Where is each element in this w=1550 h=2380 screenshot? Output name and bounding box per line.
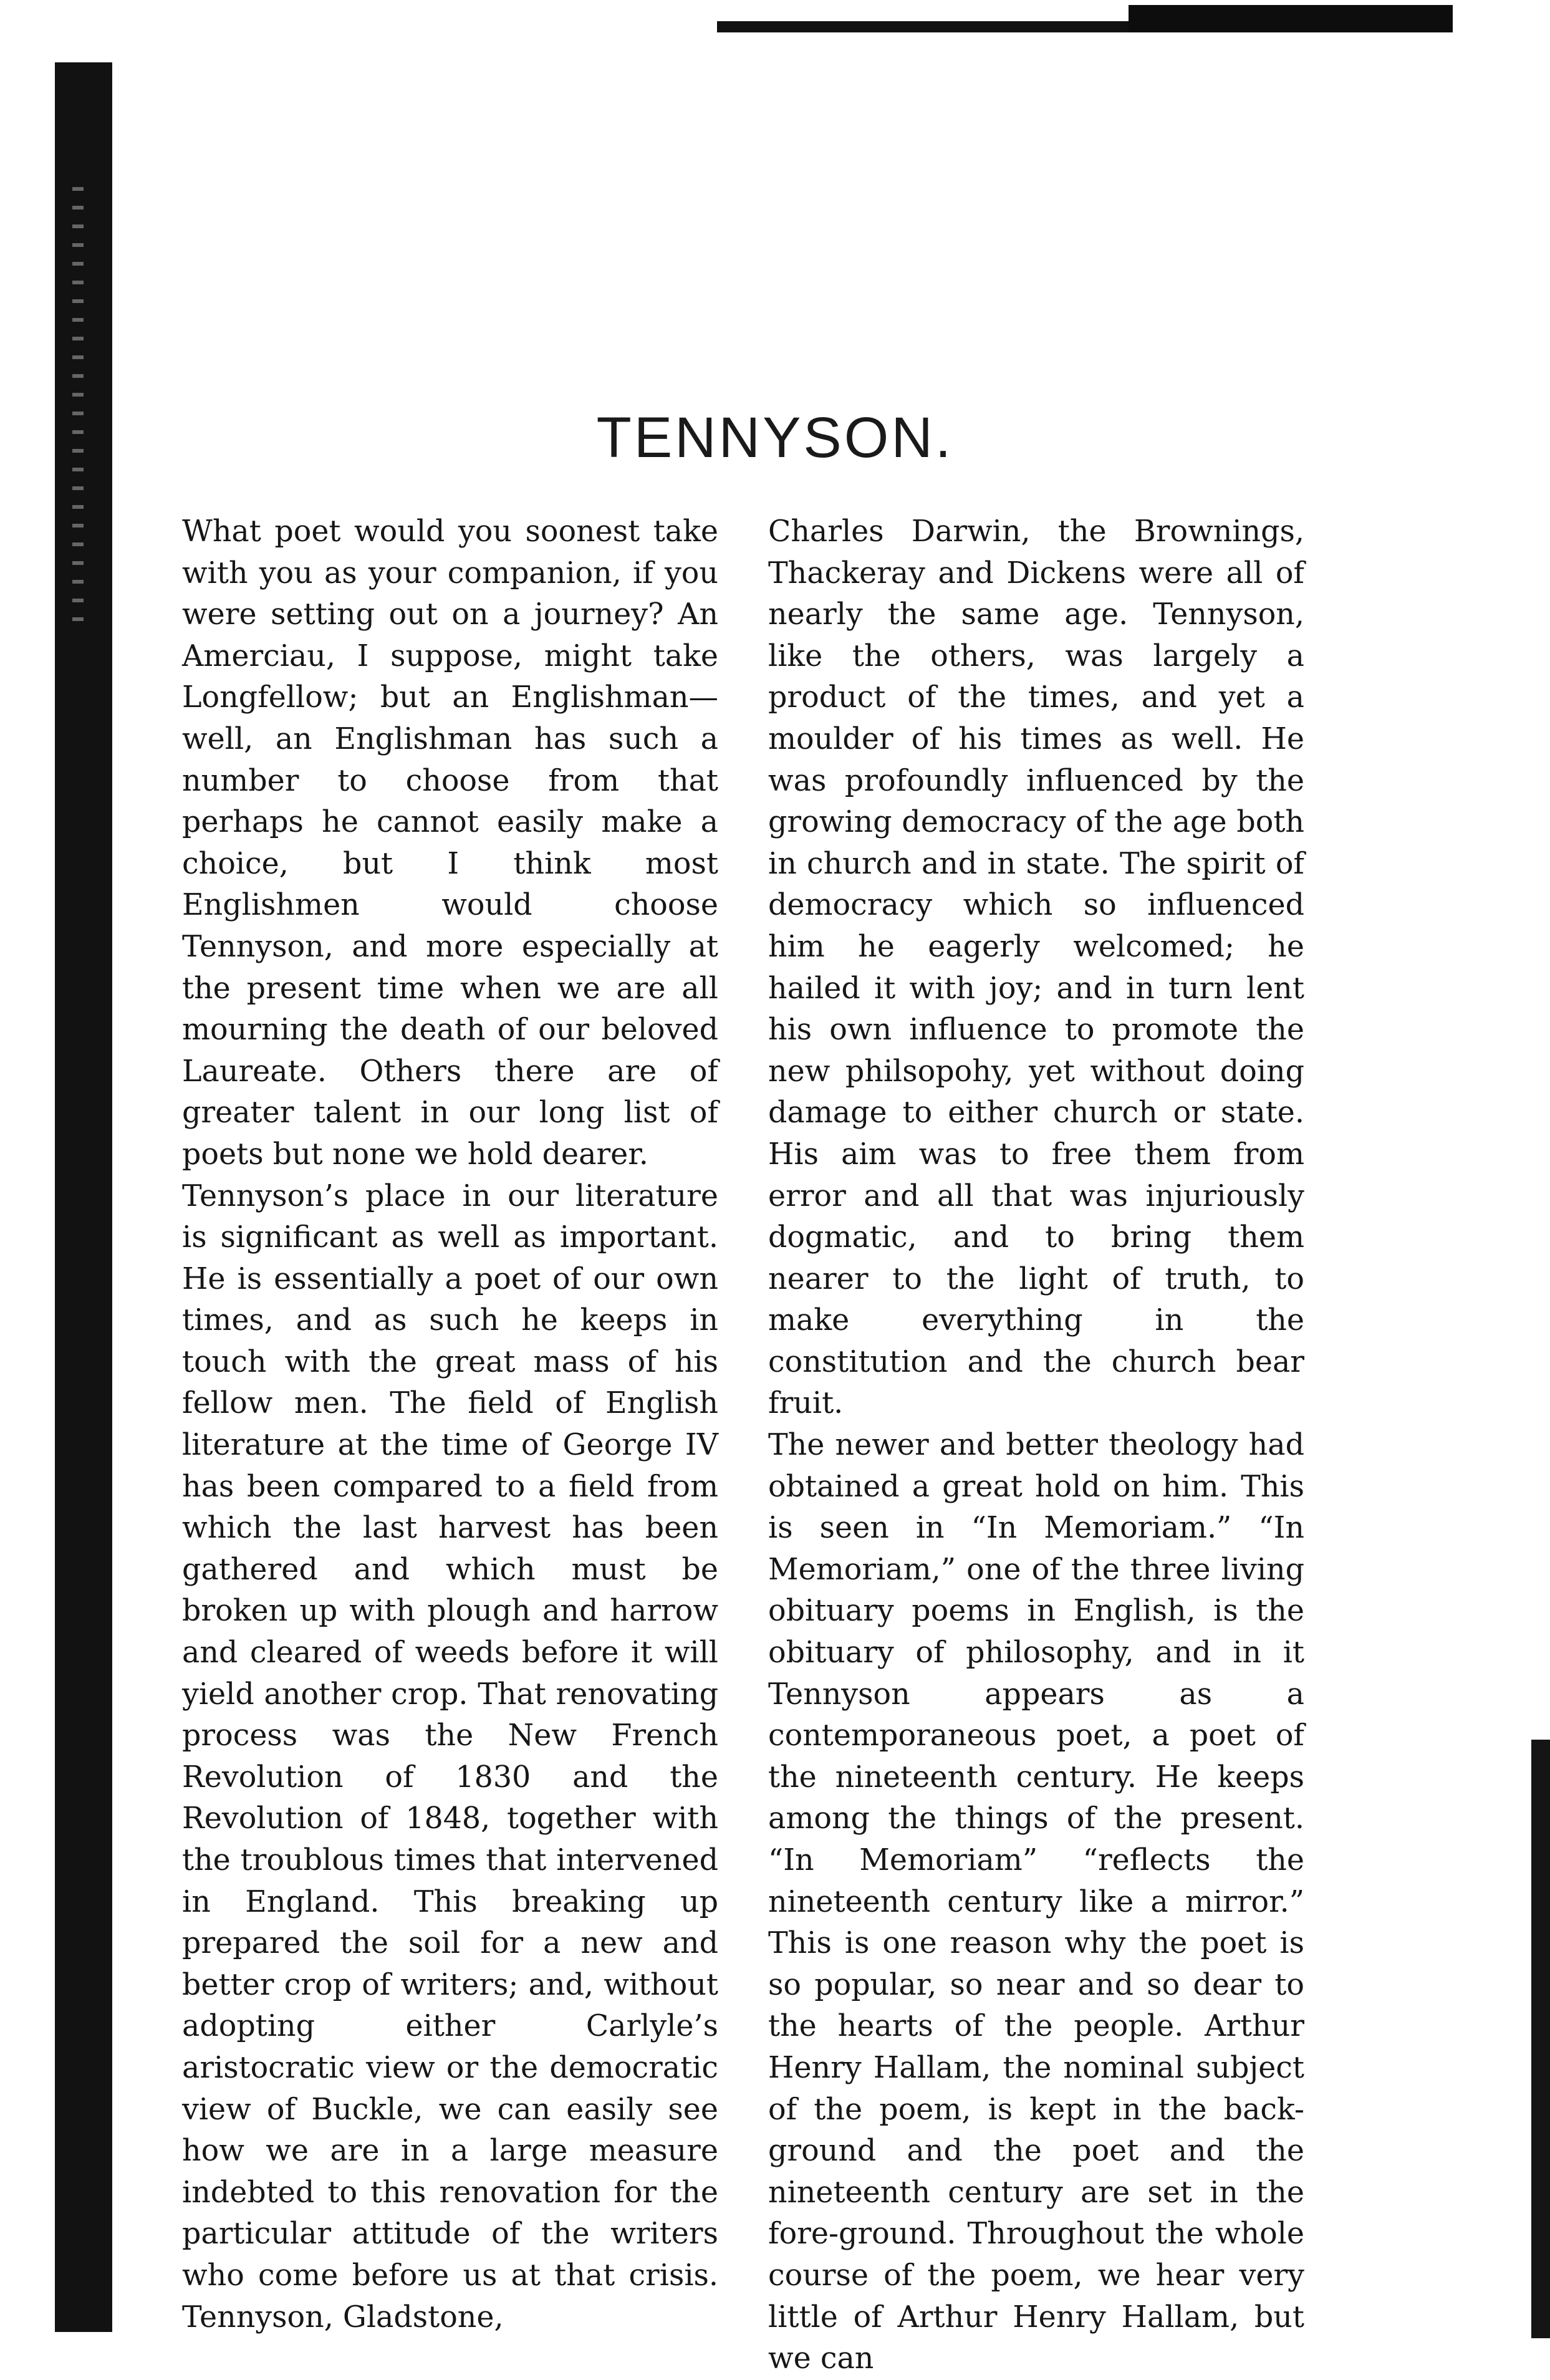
top-rule <box>717 5 1453 37</box>
right-paragraph-1: Charles Darwin, the Brownings, Thackeray and Dickens were all of nearly the same age. Tennyson, like the others, was largely a product of the times, and yet a moulder of his times as well. He was profoundly influenced by the growing democracy of the age both in church and in state. The spirit of democracy which so influenced him he eagerly welcomed; he hailed it with joy; and in turn lent his own influence to promote the new philsopohy, yet without doing damage to either church or state. His aim was to free them from error and all that was injuriously dogmatic, and to bring them nearer to the light of truth, to make everything in the constitution and the church bear fruit. <box>768 514 1304 1421</box>
right-paragraph-2: The newer and better theology had obtained a great hold on him. This is seen in “In Memoriam.” “In Memoriam,” one of the three living obituary poems in English, is the obituary of philosophy, and in it Tennyson appears as a contemporaneous poet, a poet of the nineteenth century. He keeps among the things of the present. “In Memoriam” “reflects the nineteenth century like a mirror.” This is one reason why the poet is so popular, so near and so dear to the hearts of the people. Arthur Henry Hallam, the nominal subject of the poem, is kept in the back-ground and the poet and the nineteenth century are set in the fore-ground. Throughout the whole course of the poem, we hear very little of Arthur Henry Hallam, but we can <box>768 1428 1304 2376</box>
right-column <box>768 511 1304 2380</box>
left-paragraph-1: What poet would you soonest take with you as your companion, if you were setting out on a journey? An Amerciau, I suppose, might take Longfellow; but an Englishman—well, an Englishman has such a number to choose from that perhaps he cannot easily make a choice, but I think most Englishmen would choose Tennyson, and more especially at the present time when we are all mourning the death of our beloved Laureate. Others there are of greater talent in our long list of poets but none we hold dearer. <box>182 514 718 1172</box>
left-scan-edge <box>55 62 112 2332</box>
left-column <box>182 511 718 2338</box>
page-title: TENNYSON. <box>596 406 954 470</box>
right-scan-edge <box>1531 1740 1550 2338</box>
left-paragraph-2: Tennyson’s place in our literature is significant as well as important. He is essentially a poet of our own times, and as such he keeps in touch with the great mass of his fellow men. The field of English literature at the time of George IV has been compared to a field from which the last harvest has been gathered and which must be broken up with plough and harrow and cleared of weeds before it will yield another crop. That renovating process was the New French Revolution of 1830 and the Revolution of 1848, together with the troublous times that intervened in England. This breaking up prepared the soil for a new and better crop of writers; and, without adopting either Carlyle’s aristocratic view or the democratic view of Buckle, we can easily see how we are in a large measure indebted to this renovation for the particular attitude of the writers who come before us at that crisis. Tennyson, Gladstone, <box>182 1178 718 2334</box>
